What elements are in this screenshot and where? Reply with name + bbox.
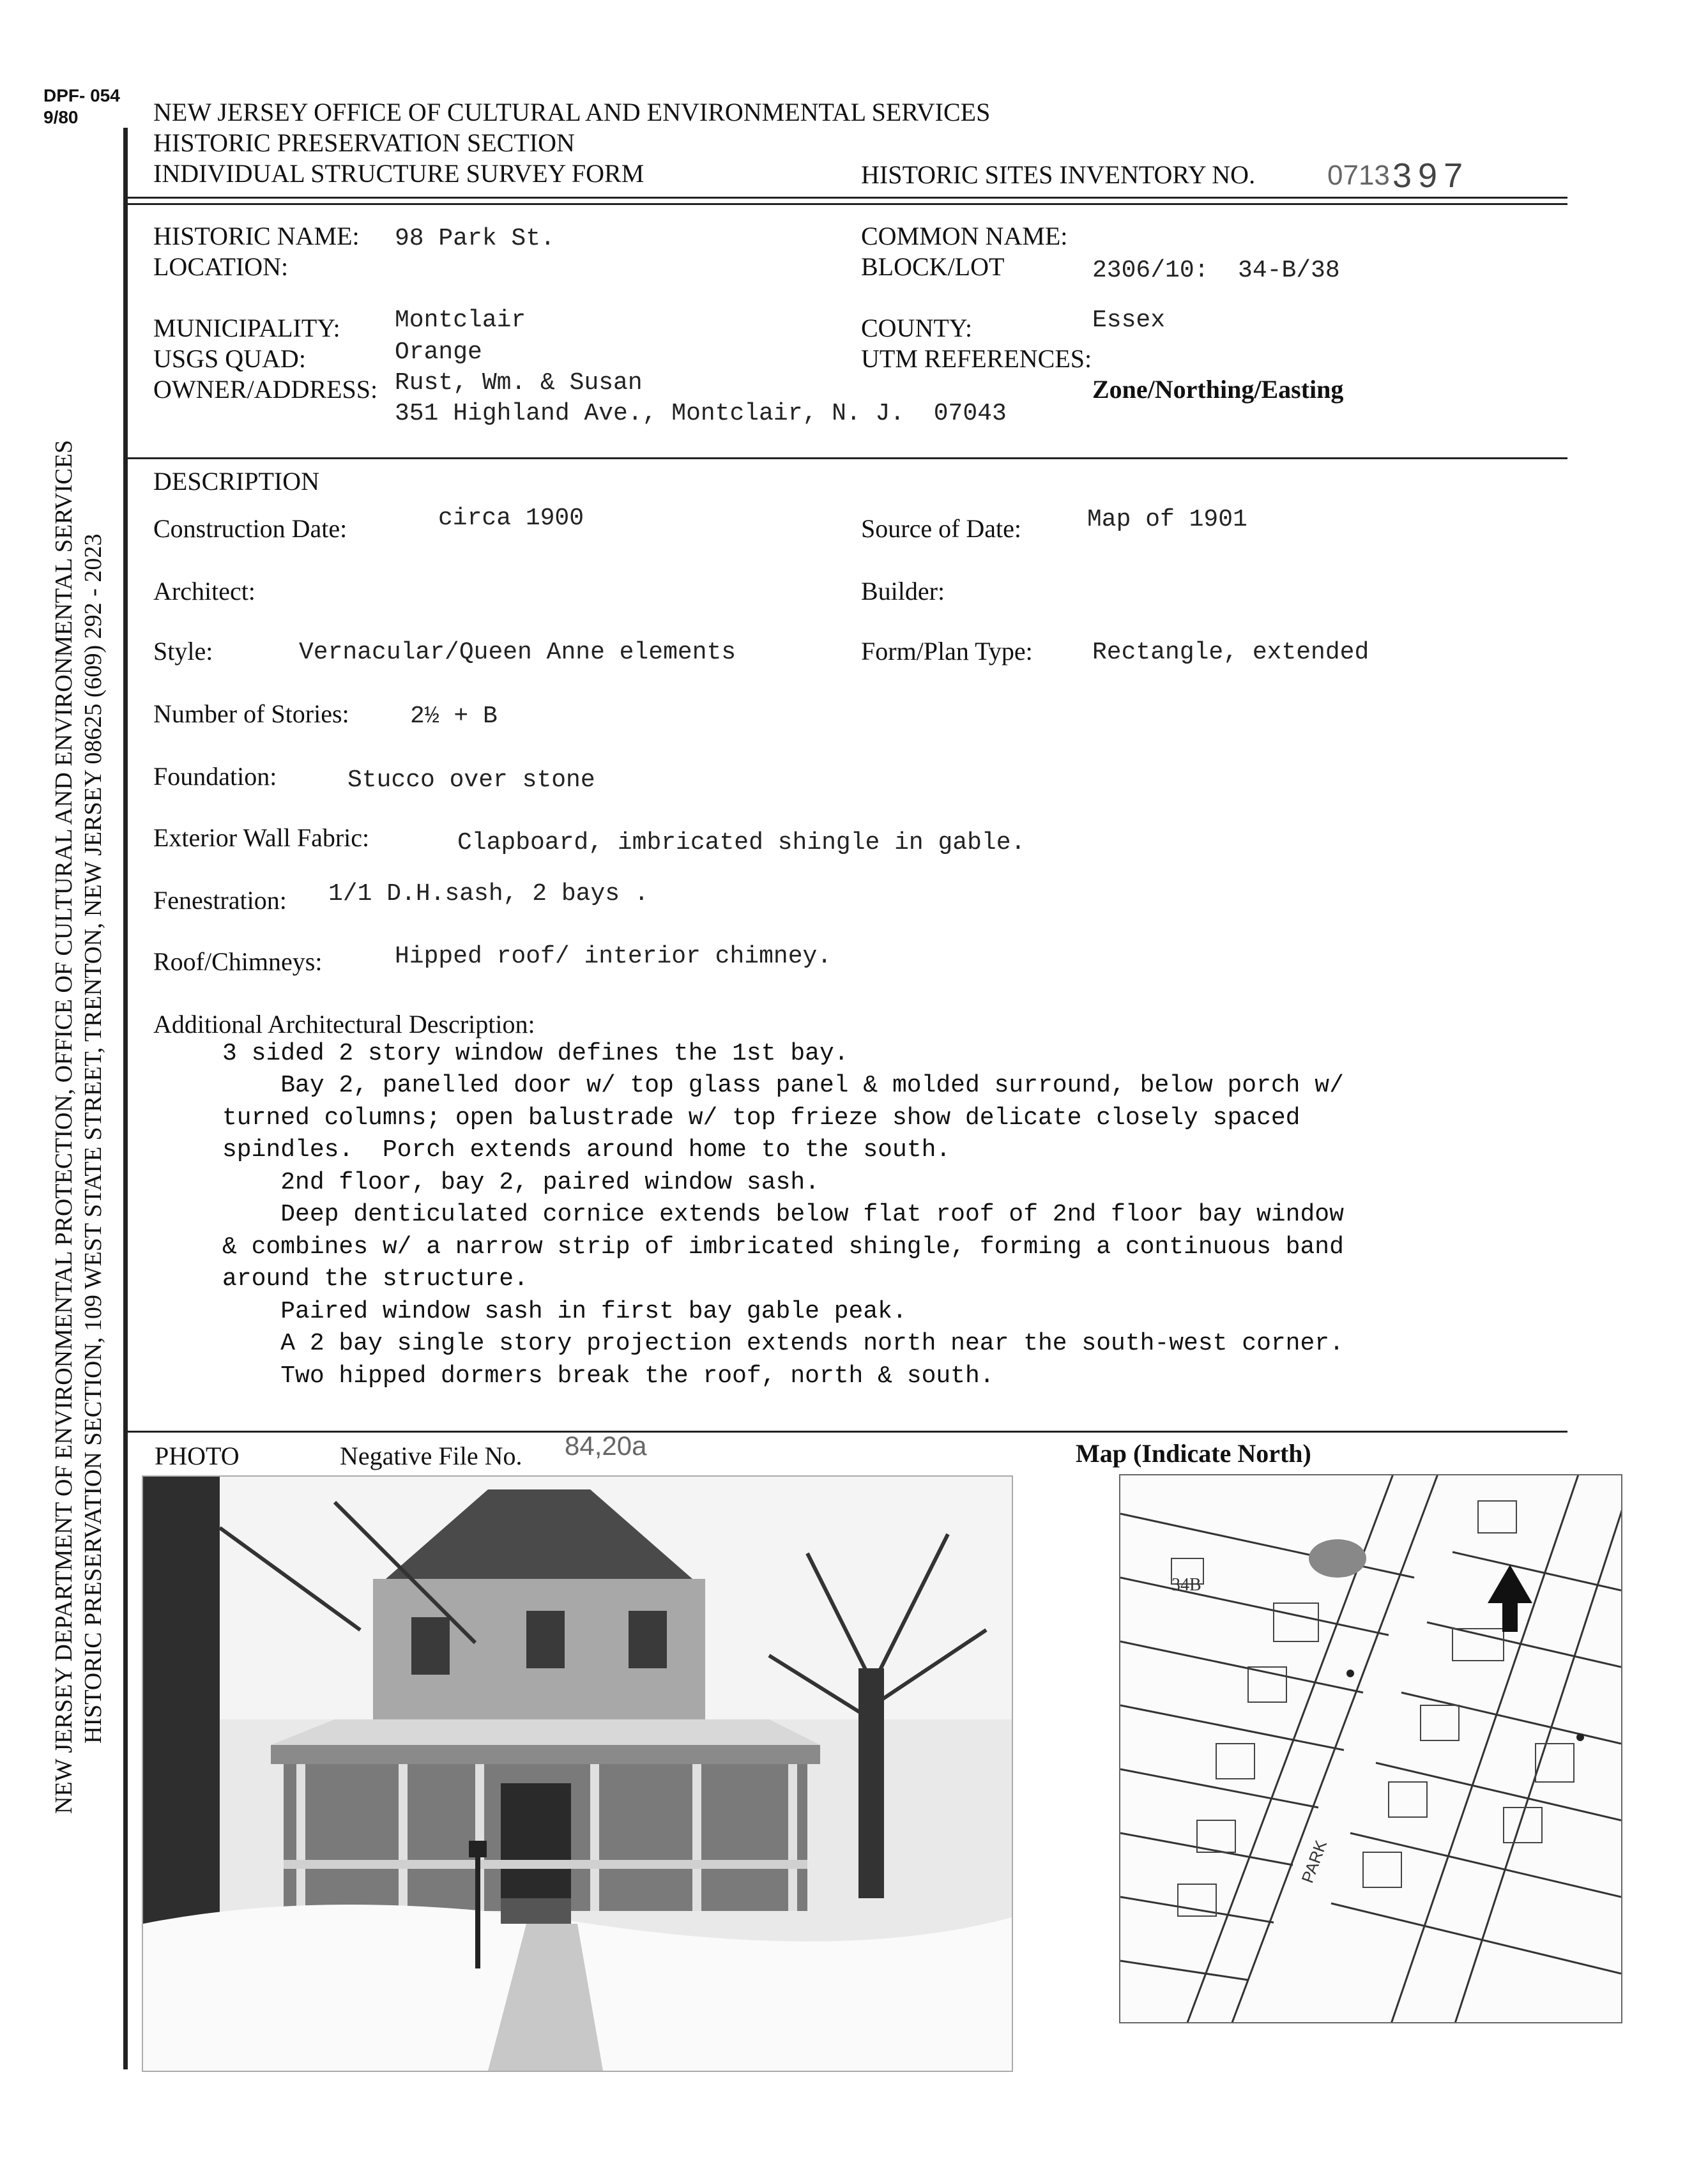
usgs-quad-label: USGS QUAD: — [153, 344, 306, 373]
additional-description-line: & combines w/ a narrow strip of imbricated shingle, forming a continuous band — [222, 1233, 1344, 1261]
exterior-wall-value: Clapboard, imbricated shingle in gable. — [457, 829, 1026, 856]
construction-date-value: circa 1900 — [438, 505, 584, 532]
description-heading: DESCRIPTION — [153, 467, 320, 496]
negative-file-value: 84,20a — [565, 1431, 647, 1461]
common-name-label: COMMON NAME: — [861, 222, 1068, 250]
map-street-label: PARK — [1297, 1838, 1331, 1886]
header-rule-top — [126, 197, 1567, 199]
photo-label: PHOTO — [155, 1442, 240, 1470]
left-margin-rule-inner — [126, 128, 128, 2069]
form-code-date: 9/80 — [43, 107, 79, 127]
additional-description-line: turned columns; open balustrade w/ top frieze show delicate closely spaced — [222, 1104, 1300, 1132]
form-title: INDIVIDUAL STRUCTURE SURVEY FORM — [153, 159, 644, 188]
source-of-date-label: Source of Date: — [861, 514, 1022, 543]
location-label: LOCATION: — [153, 252, 289, 281]
additional-description-line: Deep denticulated cornice extends below flat roof of 2nd floor bay window — [222, 1201, 1344, 1228]
municipality-value: Montclair — [395, 307, 526, 334]
additional-description-line: Two hipped dormers break the roof, north & south. — [222, 1362, 995, 1390]
builder-label: Builder: — [861, 577, 945, 605]
form-code — [43, 85, 120, 128]
style-value: Vernacular/Queen Anne elements — [299, 639, 736, 666]
municipality-label: MUNICIPALITY: — [153, 314, 340, 342]
roof-chimneys-label: Roof/Chimneys: — [153, 947, 323, 976]
architect-label: Architect: — [153, 577, 255, 605]
site-map — [1119, 1474, 1622, 2023]
source-of-date-value: Map of 1901 — [1087, 506, 1247, 533]
additional-description-line: 3 sided 2 story window defines the 1st bay. — [222, 1040, 849, 1067]
map-lot-label: 34B — [1171, 1575, 1201, 1595]
additional-description-line: 2nd floor, bay 2, paired window sash. — [222, 1169, 820, 1196]
form-plan-value: Rectangle, extended — [1092, 639, 1369, 666]
side-text-address: HISTORIC PRESERVATION SECTION, 109 WEST STATE STREET, TRENTON, NEW JERSEY 08625 (609) 292 - 2023 — [80, 533, 107, 1744]
owner-address-value: 351 Highland Ave., Montclair, N. J. 07043 — [395, 400, 1007, 427]
style-label: Style: — [153, 637, 213, 666]
form-plan-label: Form/Plan Type: — [861, 637, 1033, 666]
inventory-suffix: 397 — [1392, 156, 1470, 195]
roof-chimneys-value: Hipped roof/ interior chimney. — [395, 943, 832, 970]
county-label: COUNTY: — [861, 314, 973, 342]
section-title: HISTORIC PRESERVATION SECTION — [153, 128, 575, 157]
block-lot-value: 2306/10: 34-B/38 — [1092, 257, 1340, 284]
block-lot-label: BLOCK/LOT — [861, 252, 1005, 281]
map-label: Map (Indicate North) — [1076, 1439, 1311, 1468]
additional-description-line: around the structure. — [222, 1265, 528, 1293]
additional-description-line: spindles. Porch extends around home to the south. — [222, 1136, 951, 1164]
usgs-quad-value: Orange — [395, 339, 482, 366]
negative-file-label: Negative File No. — [340, 1442, 522, 1470]
stories-label: Number of Stories: — [153, 699, 349, 728]
side-text-department: NEW JERSEY DEPARTMENT OF ENVIRONMENTAL PROTECTION, OFFICE OF CULTURAL AND ENVIRONMENTAL SERVICES — [50, 439, 77, 1814]
agency-title: NEW JERSEY OFFICE OF CULTURAL AND ENVIRONMENTAL SERVICES — [153, 98, 991, 126]
additional-description-label: Additional Architectural Description: — [153, 1010, 535, 1039]
utm-sub-label: Zone/Northing/Easting — [1092, 375, 1344, 404]
owner-address-label: OWNER/ADDRESS: — [153, 375, 378, 404]
exterior-wall-label: Exterior Wall Fabric: — [153, 823, 370, 852]
historic-name-label: HISTORIC NAME: — [153, 222, 360, 250]
inventory-label: HISTORIC SITES INVENTORY NO. — [861, 160, 1256, 189]
form-code-number: DPF- 054 — [43, 86, 120, 105]
historic-name-value: 98 Park St. — [395, 225, 555, 252]
additional-description-line: Paired window sash in first bay gable peak. — [222, 1298, 907, 1325]
photo-section-rule — [126, 1431, 1567, 1433]
construction-date-label: Construction Date: — [153, 514, 347, 543]
stories-value: 2½ + B — [410, 703, 498, 730]
foundation-label: Foundation: — [153, 762, 277, 791]
owner-name-value: Rust, Wm. & Susan — [395, 369, 643, 397]
county-value: Essex — [1092, 307, 1166, 334]
foundation-value: Stucco over stone — [347, 766, 595, 794]
house-photo — [142, 1475, 1013, 2072]
header-rule-bottom — [126, 203, 1567, 205]
inventory-prefix: 0713 — [1327, 160, 1390, 191]
fenestration-label: Fenestration: — [153, 886, 287, 915]
additional-description-line: A 2 bay single story projection extends north near the south-west corner. — [222, 1330, 1344, 1357]
additional-description-line: Bay 2, panelled door w/ top glass panel & molded surround, below porch w/ — [222, 1072, 1344, 1099]
utm-references-label: UTM REFERENCES: — [861, 344, 1092, 373]
fenestration-value: 1/1 D.H.sash, 2 bays . — [328, 880, 649, 908]
identification-rule — [126, 457, 1567, 459]
